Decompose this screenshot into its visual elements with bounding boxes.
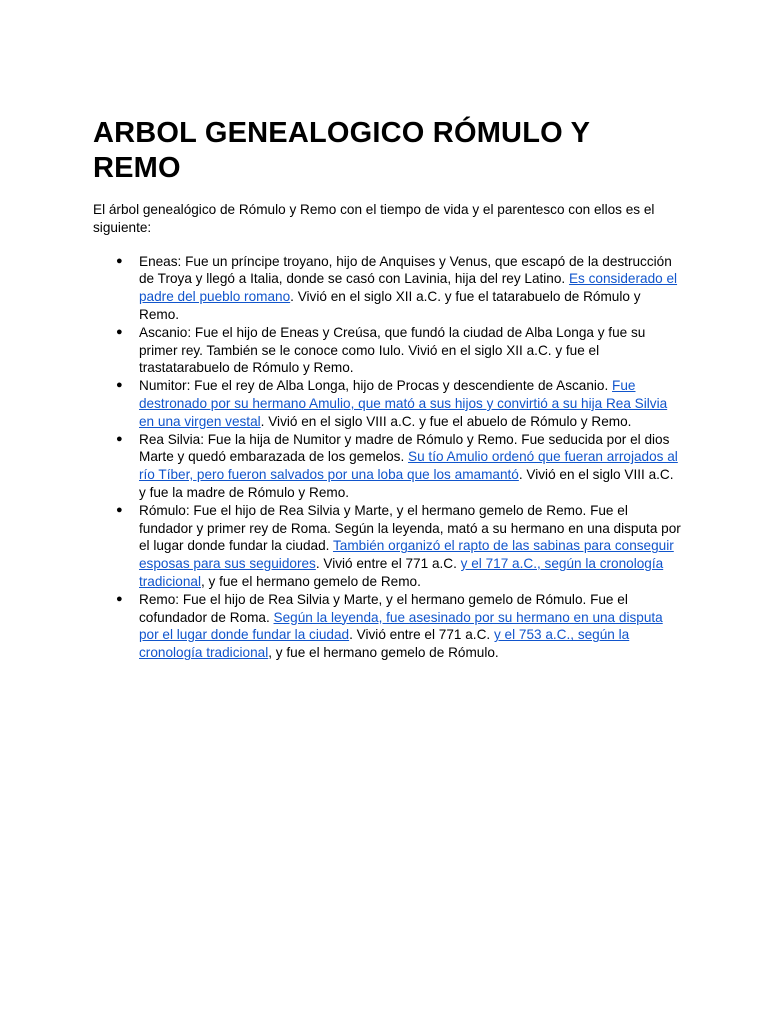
document-page [93,116,683,662]
entry-text: Rea Silvia: Fue la hija de Numitor y madre de Rómulo y Remo. Fue seducida por el dios Marte y quedó embarazada de los gemelos. [139,431,670,465]
entry-text: . Vivió en el siglo VIII a.C. y fue la madre de Rómulo y Remo. [139,467,674,500]
entry-link[interactable]: Según la leyenda, fue asesinado por su hermano en una disputa por el lugar donde fundar la ciudad [139,609,663,643]
entry-text: , y fue el hermano gemelo de Rómulo. [268,645,499,661]
entry-link[interactable]: Su tío Amulio ordenó que fueran arrojados al río Tíber, pero fueron salvados por una loba que los amamantó [139,449,678,483]
entry-link[interactable]: Es considerado el padre del pueblo romano [139,271,678,305]
entry-link[interactable]: Fue destronado por su hermano Amulio, que mató a sus hijos y convirtió a su hija Rea Silvia en una virgen vestal [139,378,668,429]
entry-text: . Vivió en el siglo VIII a.C. y fue el abuelo de Rómulo y Remo. [260,413,632,429]
list-item-eneas [116,253,683,324]
list-item-rea-silvia [116,431,683,502]
entry-text: . Vivió en el siglo XII a.C. y fue el tatarabuelo de Rómulo y Remo. [139,289,641,322]
entry-text: . Vivió entre el 771 a.C. [349,627,494,643]
family-tree-list [93,253,683,662]
bullet-icon: ● [116,254,123,267]
bullet-icon: ● [116,325,123,338]
bullet-icon: ● [116,592,123,605]
bullet-icon: ● [116,432,123,445]
entry-text: Eneas: Fue un príncipe troyano, hijo de Anquises y Venus, que escapó de la destrucción de Troya y llegó a Italia, donde se casó con Lavinia, hija del rey Latino. [139,253,672,287]
entry-link[interactable]: También organizó el rapto de las sabinas para conseguir esposas para sus seguidores [139,538,674,572]
intro-paragraph: El árbol genealógico de Rómulo y Remo con el tiempo de vida y el parentesco con ellos es el siguiente: [93,202,655,235]
list-item-romulo [116,502,683,591]
bullet-icon: ● [116,379,123,392]
entry-text: Numitor: Fue el rey de Alba Longa, hijo de Procas y descendiente de Ascanio. [139,378,613,394]
entry-text: Remo: Fue el hijo de Rea Silvia y Marte, y el hermano gemelo de Rómulo. Fue el cofundador de Roma. [139,591,628,625]
entry-link-secondary[interactable]: y el 753 a.C., según la cronología tradicional [139,627,630,661]
entry-text: Rómulo: Fue el hijo de Rea Silvia y Marte, y el hermano gemelo de Remo. Fue el fundador y primer rey de Roma. Según la leyenda, mató a su hermano en una disputa por el lugar donde fundar la ciudad. [139,502,681,554]
list-item-numitor [116,377,683,430]
document-title: ARBOL GENEALOGICO RÓMULO Y REMO [93,117,590,184]
list-item-remo [116,591,683,662]
bullet-icon: ● [116,503,123,516]
entry-link-secondary[interactable]: y el 717 a.C., según la cronología tradicional [139,556,664,589]
entry-text: , y fue el hermano gemelo de Remo. [200,573,421,589]
entry-text: Ascanio: Fue el hijo de Eneas y Creúsa, que fundó la ciudad de Alba Longa y fue su primer rey. También se le conoce como Iulo. Vivió en el siglo XII a.C. y fue el trastatarabuelo de Rómulo y Remo. [139,324,646,376]
entry-text: . Vivió entre el 771 a.C. [315,556,461,572]
list-item-ascanio [116,324,683,377]
